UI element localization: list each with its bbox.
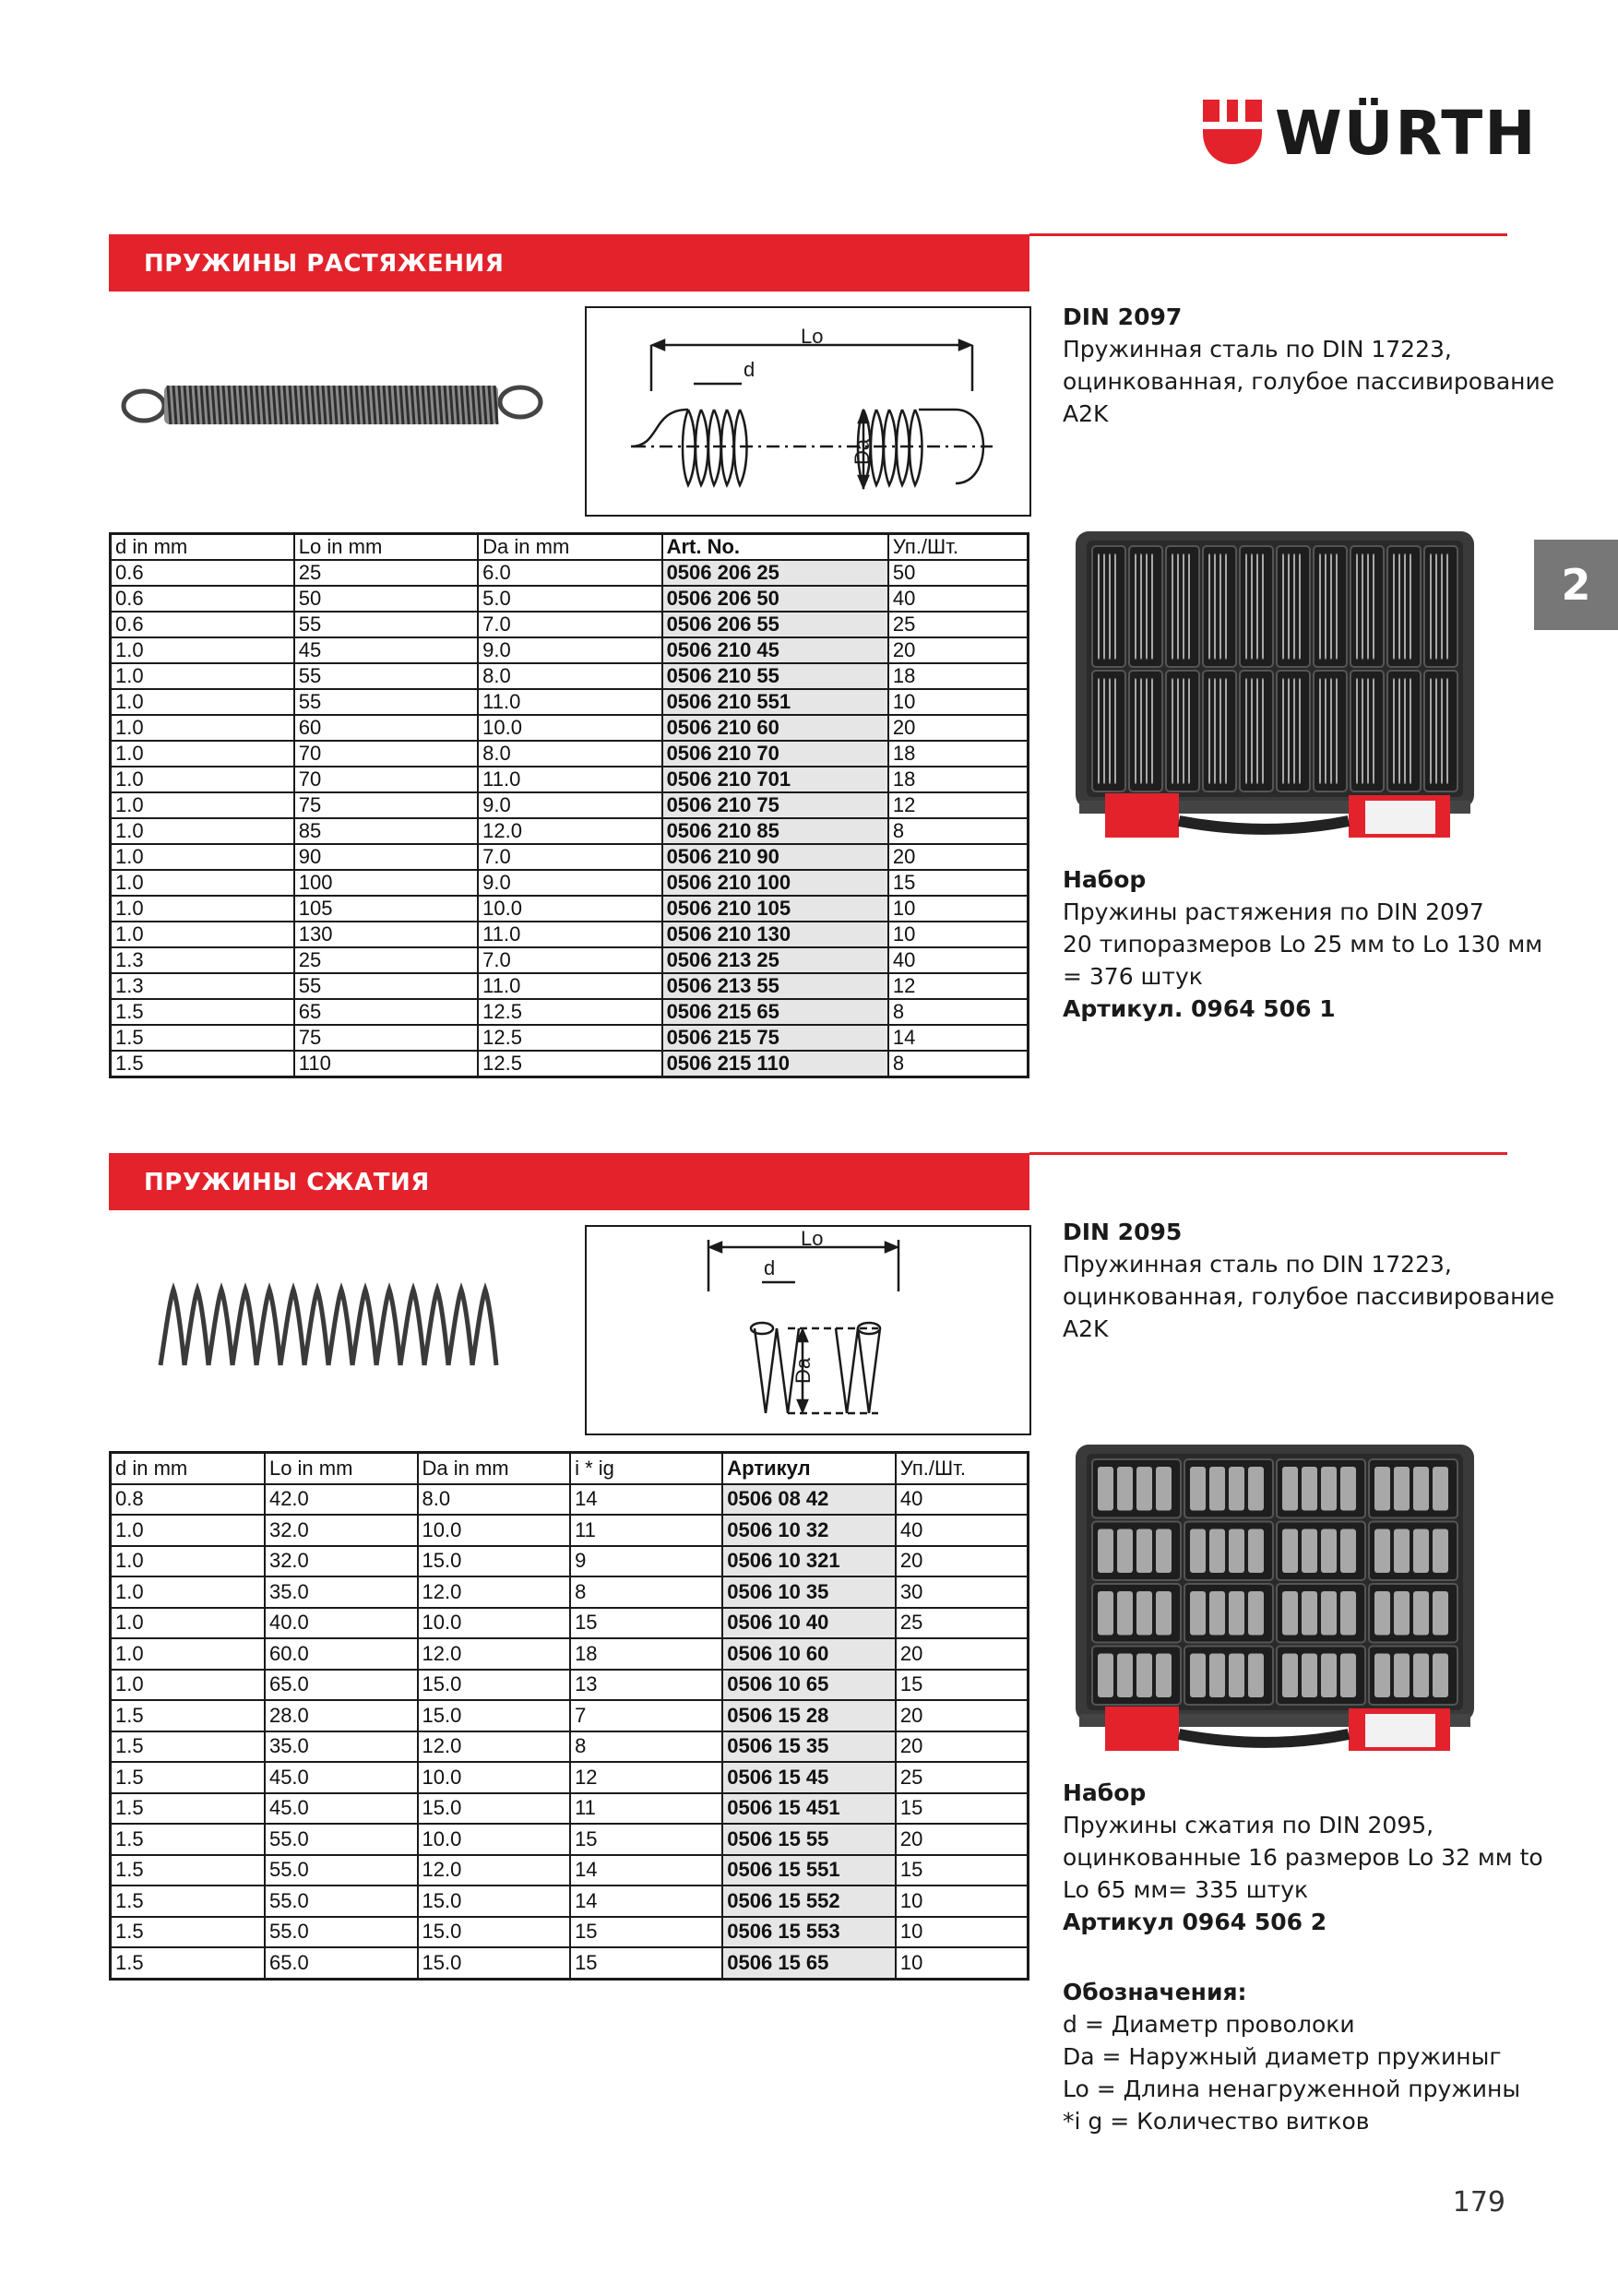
table-cell: 25 — [896, 1762, 1029, 1793]
table-cell: 1.0 — [111, 741, 294, 767]
article-number-cell: 0506 215 75 — [662, 1025, 888, 1051]
table-cell: 1.5 — [111, 1824, 265, 1855]
table-row — [111, 844, 1029, 870]
legend-line: Da = Наружный диаметр пружиныг — [1063, 2043, 1502, 2070]
table-cell: 45.0 — [265, 1793, 418, 1825]
lo-label: Lo — [801, 325, 824, 348]
table-cell: 50 — [888, 560, 1029, 586]
table-cell: 9 — [570, 1546, 722, 1577]
extension-spring-assortment-photo — [1072, 528, 1478, 852]
table-cell: 1.0 — [111, 1638, 265, 1670]
table-cell: 1.0 — [111, 870, 294, 896]
table-cell: 1.5 — [111, 1793, 265, 1825]
table-cell: 40 — [888, 947, 1029, 973]
table-cell: 10 — [896, 1947, 1029, 1979]
table-cell: 70 — [294, 767, 478, 792]
spec-block-din2095 — [1063, 1216, 1555, 1345]
table-cell: 20 — [896, 1638, 1029, 1670]
article-number-cell: 0506 10 35 — [722, 1576, 896, 1608]
table-cell: 15.0 — [418, 1793, 571, 1825]
legend-block — [1063, 1976, 1524, 2137]
section-rule — [1029, 233, 1507, 236]
article-number-cell: 0506 15 551 — [722, 1855, 896, 1886]
d-label: d — [744, 358, 755, 381]
table-cell: 40 — [896, 1515, 1029, 1546]
table-row — [111, 896, 1029, 922]
table-cell: 0.8 — [111, 1484, 265, 1516]
table-cell: 1.0 — [111, 767, 294, 792]
table-cell: 0.6 — [111, 560, 294, 586]
table-cell: 25 — [294, 947, 478, 973]
article-number-cell: 0506 210 90 — [662, 844, 888, 870]
set-line: Lo 65 мм= 335 штук — [1063, 1876, 1309, 1903]
table-cell: 75 — [294, 1025, 478, 1051]
table-row — [111, 1793, 1029, 1825]
table-cell: 11.0 — [478, 922, 661, 947]
table-cell: 14 — [570, 1484, 722, 1516]
table-cell: 8.0 — [478, 663, 661, 689]
table-cell: 1.5 — [111, 1762, 265, 1793]
table-cell: 55 — [294, 973, 478, 999]
article-number-cell: 0506 206 55 — [662, 612, 888, 637]
table-cell: 25 — [294, 560, 478, 586]
table-row — [111, 1670, 1029, 1701]
article-number-cell: 0506 15 55 — [722, 1824, 896, 1855]
table-row — [111, 741, 1029, 767]
set-heading: Набор — [1063, 866, 1147, 893]
table-cell: 1.0 — [111, 1546, 265, 1577]
table-row — [111, 1855, 1029, 1886]
spec-line: Пружинная сталь по DIN 17223, — [1063, 1251, 1452, 1278]
article-number-cell: 0506 08 42 — [722, 1484, 896, 1516]
table-cell: 75 — [294, 792, 478, 818]
table-cell: 12.0 — [418, 1731, 571, 1763]
set-line: = 376 штук — [1063, 963, 1203, 990]
table-cell: 11.0 — [478, 973, 661, 999]
table-cell: 15 — [896, 1855, 1029, 1886]
table-row — [111, 792, 1029, 818]
table-cell: 12 — [888, 973, 1029, 999]
table-cell: 130 — [294, 922, 478, 947]
set-line: оцинкованные 16 размеров Lo 32 мм to — [1063, 1844, 1543, 1871]
table-cell: 1.5 — [111, 1886, 265, 1917]
table-row — [111, 637, 1029, 663]
column-header: d in mm — [111, 1453, 265, 1484]
extension-spring-photo — [109, 351, 552, 452]
column-header: Уп./Шт. — [888, 534, 1029, 561]
spec-standard: DIN 2095 — [1063, 1219, 1183, 1245]
set-line: Пружины сжатия по DIN 2095, — [1063, 1812, 1434, 1838]
table-row — [111, 612, 1029, 637]
spec-line: Пружинная сталь по DIN 17223, — [1063, 336, 1452, 363]
table-cell: 55.0 — [265, 1917, 418, 1948]
table-cell: 14 — [570, 1886, 722, 1917]
table-cell: 15.0 — [418, 1947, 571, 1979]
article-number-cell: 0506 210 551 — [662, 689, 888, 715]
table-cell: 12.5 — [478, 999, 661, 1025]
spec-line: оцинкованная, голубое пассивирование — [1063, 368, 1555, 395]
article-number-cell: 0506 10 32 — [722, 1515, 896, 1546]
article-number-cell: 0506 210 701 — [662, 767, 888, 792]
spec-line: A2K — [1063, 400, 1109, 427]
table-cell: 15 — [888, 870, 1029, 896]
legend-heading: Обозначения: — [1063, 1979, 1247, 2005]
table-cell: 1.0 — [111, 792, 294, 818]
table-cell: 8 — [570, 1576, 722, 1608]
table-cell: 12.5 — [478, 1025, 661, 1051]
table-cell: 10 — [896, 1886, 1029, 1917]
set-line: Пружины растяжения по DIN 2097 — [1063, 898, 1484, 925]
table-cell: 10.0 — [418, 1824, 571, 1855]
table-cell: 12.0 — [418, 1576, 571, 1608]
table-cell: 1.0 — [111, 896, 294, 922]
table-cell: 1.5 — [111, 1731, 265, 1763]
table-cell: 55 — [294, 689, 478, 715]
table-cell: 10 — [888, 922, 1029, 947]
table-row — [111, 947, 1029, 973]
table-cell: 0.6 — [111, 586, 294, 612]
wurth-logo — [1201, 98, 1538, 172]
table-cell: 55.0 — [265, 1824, 418, 1855]
table-cell: 60.0 — [265, 1638, 418, 1670]
table-cell: 0.6 — [111, 612, 294, 637]
table-cell: 10 — [888, 689, 1029, 715]
table-cell: 50 — [294, 586, 478, 612]
table-cell: 45 — [294, 637, 478, 663]
table-cell: 13 — [570, 1670, 722, 1701]
table-cell: 7 — [570, 1700, 722, 1731]
table-row — [111, 1546, 1029, 1577]
legend-line: d = Диаметр проволоки — [1063, 2011, 1355, 2038]
table-cell: 8 — [888, 818, 1029, 844]
table-cell: 55.0 — [265, 1886, 418, 1917]
article-number-cell: 0506 10 60 — [722, 1638, 896, 1670]
table-cell: 15 — [570, 1917, 722, 1948]
table-cell: 25 — [888, 612, 1029, 637]
compression-spring-drawing — [585, 1225, 1031, 1435]
article-number-cell: 0506 213 25 — [662, 947, 888, 973]
table-cell: 1.0 — [111, 637, 294, 663]
table-row — [111, 870, 1029, 896]
article-number-cell: 0506 206 50 — [662, 586, 888, 612]
table-cell: 7.0 — [478, 612, 661, 637]
table-cell: 8 — [888, 1051, 1029, 1077]
table-cell: 1.0 — [111, 844, 294, 870]
extension-spring-diagram — [587, 308, 1029, 515]
table-cell: 9.0 — [478, 792, 661, 818]
table-cell: 40 — [888, 586, 1029, 612]
table-cell: 20 — [896, 1824, 1029, 1855]
article-number-cell: 0506 206 25 — [662, 560, 888, 586]
column-header: Lo in mm — [265, 1453, 418, 1484]
table-cell: 11 — [570, 1515, 722, 1546]
wurth-logo-icon — [1201, 100, 1264, 166]
chapter-tab: 2 — [1534, 540, 1618, 630]
table-row — [111, 1608, 1029, 1639]
table-cell: 7.0 — [478, 844, 661, 870]
da-label: Da — [851, 438, 874, 465]
table-cell: 12.0 — [418, 1855, 571, 1886]
table-cell: 42.0 — [265, 1484, 418, 1516]
article-number-cell: 0506 15 28 — [722, 1700, 896, 1731]
table-cell: 14 — [888, 1025, 1029, 1051]
column-header: Art. No. — [662, 534, 888, 561]
table-cell: 1.5 — [111, 999, 294, 1025]
article-number-cell: 0506 210 100 — [662, 870, 888, 896]
table-cell: 12.5 — [478, 1051, 661, 1077]
spec-line: оцинкованная, голубое пассивирование — [1063, 1283, 1555, 1310]
table-cell: 1.0 — [111, 663, 294, 689]
table-cell: 1.0 — [111, 1670, 265, 1701]
table-cell: 1.5 — [111, 1025, 294, 1051]
table-row — [111, 1917, 1029, 1948]
table-cell: 20 — [896, 1546, 1029, 1577]
legend-line: *i g = Количество витков — [1063, 2108, 1370, 2135]
table-cell: 90 — [294, 844, 478, 870]
article-number-cell: 0506 10 40 — [722, 1608, 896, 1639]
table-cell: 9.0 — [478, 637, 661, 663]
table-cell: 1.0 — [111, 922, 294, 947]
table-cell: 15 — [570, 1947, 722, 1979]
table-cell: 15 — [896, 1793, 1029, 1825]
table-cell: 65 — [294, 999, 478, 1025]
table-cell: 10 — [888, 896, 1029, 922]
table-cell: 6.0 — [478, 560, 661, 586]
table-cell: 8.0 — [418, 1484, 571, 1516]
d-label: d — [764, 1256, 776, 1279]
table-cell: 105 — [294, 896, 478, 922]
table-cell: 55 — [294, 663, 478, 689]
table-row — [111, 1947, 1029, 1979]
table-cell: 15.0 — [418, 1546, 571, 1577]
article-number-cell: 0506 15 451 — [722, 1793, 896, 1825]
table-cell: 20 — [888, 715, 1029, 741]
article-number-cell: 0506 210 105 — [662, 896, 888, 922]
table-row — [111, 922, 1029, 947]
column-header: Артикул — [722, 1453, 896, 1484]
table-cell: 7.0 — [478, 947, 661, 973]
table-cell: 1.0 — [111, 715, 294, 741]
table-cell: 20 — [888, 844, 1029, 870]
legend-line: Lo = Длина ненагруженной пружины — [1063, 2076, 1521, 2102]
table-cell: 15.0 — [418, 1917, 571, 1948]
set-block-1 — [1063, 863, 1543, 1025]
table-cell: 55.0 — [265, 1855, 418, 1886]
article-number-cell: 0506 210 70 — [662, 741, 888, 767]
article-number-cell: 0506 15 65 — [722, 1947, 896, 1979]
table-cell: 1.0 — [111, 1515, 265, 1546]
table-cell: 55 — [294, 612, 478, 637]
table-cell: 15 — [570, 1824, 722, 1855]
table-cell: 15.0 — [418, 1700, 571, 1731]
extension-spring-drawing — [585, 306, 1031, 517]
table-cell: 20 — [888, 637, 1029, 663]
table-cell: 8 — [570, 1731, 722, 1763]
table-cell: 1.0 — [111, 1608, 265, 1639]
table-row — [111, 1484, 1029, 1516]
table-cell: 1.0 — [111, 689, 294, 715]
table-cell: 18 — [570, 1638, 722, 1670]
compression-springs-table — [109, 1451, 1029, 1981]
table-cell: 1.0 — [111, 1576, 265, 1608]
article-number-cell: 0506 210 75 — [662, 792, 888, 818]
lo-label: Lo — [801, 1227, 824, 1250]
set-block-2 — [1063, 1777, 1543, 1938]
column-header: Da in mm — [418, 1453, 571, 1484]
article-number-cell: 0506 215 65 — [662, 999, 888, 1025]
article-number-cell: 0506 15 553 — [722, 1917, 896, 1948]
table-cell: 35.0 — [265, 1731, 418, 1763]
compression-spring-assortment-photo — [1072, 1441, 1478, 1766]
column-header: i * ig — [570, 1453, 722, 1484]
table-cell: 15 — [896, 1670, 1029, 1701]
table-cell: 11.0 — [478, 689, 661, 715]
table-cell: 70 — [294, 741, 478, 767]
table-cell: 60 — [294, 715, 478, 741]
da-label: Da — [791, 1357, 815, 1384]
article-number-cell: 0506 15 45 — [722, 1762, 896, 1793]
table-cell: 10.0 — [418, 1762, 571, 1793]
table-cell: 15.0 — [418, 1886, 571, 1917]
article-number-cell: 0506 10 65 — [722, 1670, 896, 1701]
table-row — [111, 1051, 1029, 1077]
table-cell: 1.3 — [111, 973, 294, 999]
page-number: 179 — [1452, 2186, 1505, 2219]
article-number-cell: 0506 10 321 — [722, 1546, 896, 1577]
table-row — [111, 689, 1029, 715]
table-cell: 11.0 — [478, 767, 661, 792]
table-row — [111, 715, 1029, 741]
table-cell: 25 — [896, 1608, 1029, 1639]
compression-spring-photo — [148, 1273, 517, 1384]
table-row — [111, 973, 1029, 999]
extension-springs-table — [109, 532, 1029, 1078]
table-cell: 18 — [888, 741, 1029, 767]
table-cell: 15 — [570, 1608, 722, 1639]
table-row — [111, 1731, 1029, 1763]
table-cell: 100 — [294, 870, 478, 896]
table-cell: 32.0 — [265, 1515, 418, 1546]
table-cell: 14 — [570, 1855, 722, 1886]
table-row — [111, 767, 1029, 792]
table-cell: 40.0 — [265, 1608, 418, 1639]
table-cell: 110 — [294, 1051, 478, 1077]
table-cell: 12.0 — [418, 1638, 571, 1670]
table-cell: 1.5 — [111, 1700, 265, 1731]
table-cell: 35.0 — [265, 1576, 418, 1608]
section-rule — [1029, 1152, 1507, 1155]
table-cell: 20 — [896, 1700, 1029, 1731]
table-cell: 85 — [294, 818, 478, 844]
article-number-cell: 0506 210 55 — [662, 663, 888, 689]
table-cell: 40 — [896, 1484, 1029, 1516]
spec-line: A2K — [1063, 1315, 1109, 1342]
table-row — [111, 1515, 1029, 1546]
table-row — [111, 999, 1029, 1025]
article-number-cell: 0506 215 110 — [662, 1051, 888, 1077]
set-line: 20 типоразмеров Lo 25 мм to Lo 130 мм — [1063, 931, 1543, 958]
wurth-logo-text: WÜRTH — [1275, 98, 1538, 169]
table-cell: 28.0 — [265, 1700, 418, 1731]
column-header: d in mm — [111, 534, 294, 561]
set-heading: Набор — [1063, 1779, 1147, 1806]
table-cell: 32.0 — [265, 1546, 418, 1577]
table-row — [111, 586, 1029, 612]
table-cell: 1.0 — [111, 818, 294, 844]
table-cell: 65.0 — [265, 1670, 418, 1701]
table-row — [111, 1824, 1029, 1855]
table-row — [111, 1762, 1029, 1793]
table-cell: 1.3 — [111, 947, 294, 973]
article-number-cell: 0506 210 85 — [662, 818, 888, 844]
table-cell: 18 — [888, 767, 1029, 792]
table-cell: 1.5 — [111, 1855, 265, 1886]
table-cell: 45.0 — [265, 1762, 418, 1793]
table-cell: 10.0 — [418, 1608, 571, 1639]
table-cell: 9.0 — [478, 870, 661, 896]
table-row — [111, 818, 1029, 844]
section-title: ПРУЖИНЫ СЖАТИЯ — [144, 1169, 430, 1196]
table-cell: 65.0 — [265, 1947, 418, 1979]
table-cell: 30 — [896, 1576, 1029, 1608]
article-number-cell: 0506 210 60 — [662, 715, 888, 741]
table-cell: 8.0 — [478, 741, 661, 767]
article-number-cell: 0506 213 55 — [662, 973, 888, 999]
table-cell: 12.0 — [478, 818, 661, 844]
article-number-cell: 0506 15 552 — [722, 1886, 896, 1917]
table-row — [111, 1700, 1029, 1731]
table-cell: 10.0 — [418, 1515, 571, 1546]
table-row — [111, 1576, 1029, 1608]
table-cell: 10.0 — [478, 896, 661, 922]
table-cell: 5.0 — [478, 586, 661, 612]
column-header: Lo in mm — [294, 534, 478, 561]
spec-standard: DIN 2097 — [1063, 303, 1183, 330]
table-cell: 1.5 — [111, 1947, 265, 1979]
compression-spring-diagram — [587, 1227, 1029, 1434]
table-row — [111, 560, 1029, 586]
table-cell: 12 — [888, 792, 1029, 818]
table-cell: 1.5 — [111, 1051, 294, 1077]
table-cell: 10 — [896, 1917, 1029, 1948]
table-cell: 15.0 — [418, 1670, 571, 1701]
table-cell: 10.0 — [478, 715, 661, 741]
set-article: Артикул 0964 506 2 — [1063, 1909, 1327, 1935]
table-row — [111, 1025, 1029, 1051]
section-header-extension — [109, 234, 1029, 291]
article-number-cell: 0506 210 130 — [662, 922, 888, 947]
column-header: Da in mm — [478, 534, 661, 561]
section-header-compression — [109, 1153, 1029, 1210]
article-number-cell: 0506 210 45 — [662, 637, 888, 663]
table-cell: 8 — [888, 999, 1029, 1025]
table-row — [111, 1638, 1029, 1670]
spec-block-din2097 — [1063, 301, 1555, 430]
table-cell: 11 — [570, 1793, 722, 1825]
table-cell: 12 — [570, 1762, 722, 1793]
section-title: ПРУЖИНЫ РАСТЯЖЕНИЯ — [144, 250, 505, 278]
table-cell: 1.5 — [111, 1917, 265, 1948]
table-cell: 18 — [888, 663, 1029, 689]
table-cell: 20 — [896, 1731, 1029, 1763]
article-number-cell: 0506 15 35 — [722, 1731, 896, 1763]
table-row — [111, 663, 1029, 689]
column-header: Уп./Шт. — [896, 1453, 1029, 1484]
set-article: Артикул. 0964 506 1 — [1063, 995, 1336, 1022]
table-row — [111, 1886, 1029, 1917]
